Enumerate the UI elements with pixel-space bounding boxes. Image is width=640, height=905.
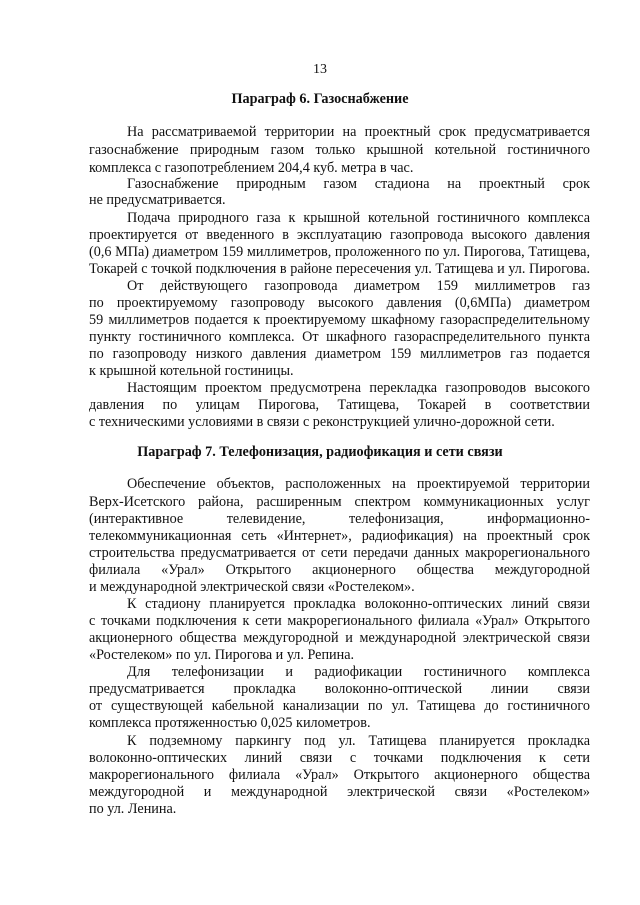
text-line: Обеспечение объектов, расположенных на проектируемой территории	[127, 476, 590, 492]
text-line: волоконно-оптических линий связи с точками подключения к сети	[89, 750, 590, 766]
text-line: (0,6 МПа) диаметром 159 миллиметров, проложенного по ул. Пирогова, Татищева,	[89, 244, 590, 260]
text-line: акционерного общества междугородной и международной электрической связи	[89, 630, 590, 646]
text-line: Токарей с точкой подключения в районе пересечения ул. Татищева и ул. Пирогова.	[89, 261, 590, 277]
text-line: 59 миллиметров подается к проектируемому шкафному газораспределительному	[89, 312, 590, 328]
text-line: по газопроводу низкого давления диаметром 159 миллиметров газ подается	[89, 346, 590, 362]
section-6-heading: Параграф 6. Газоснабжение	[231, 91, 409, 107]
section-7-heading: Параграф 7. Телефонизация, радиофикация и сети связи	[137, 444, 503, 460]
text-line: проектируется от введенного в эксплуатацию газопровода высокого давления	[89, 227, 590, 243]
text-line: давления по улицам Пирогова, Татищева, Токарей в соответствии	[89, 397, 590, 413]
text-line: не предусматривается.	[89, 192, 226, 208]
text-line: Подача природного газа к крышной котельной гостиничного комплекса	[127, 210, 590, 226]
text-line: к крышной котельной гостиницы.	[89, 363, 294, 379]
text-line: Для телефонизации и радиофикации гостиничного комплекса	[127, 664, 590, 680]
text-line: пункту гостиничного комплекса. От шкафного газораспределительного пункта	[89, 329, 590, 345]
text-line: газоснабжение природным газом только крышной котельной гостиничного	[89, 142, 590, 158]
text-line: (интерактивное телевидение, телефонизация, информационно-	[89, 511, 590, 527]
text-line: Настоящим проектом предусмотрена перекладка газопроводов высокого	[127, 380, 590, 396]
text-line: макрорегионального филиала «Урал» Открытого акционерного общества	[89, 767, 590, 783]
text-line: К стадиону планируется прокладка волоконно-оптических линий связи	[127, 596, 590, 612]
text-line: по ул. Ленина.	[89, 801, 177, 817]
text-line: Верх-Исетского района, расширенным спектром коммуникационных услуг	[89, 494, 590, 510]
text-line: от существующей кабельной канализации по ул. Татищева до гостиничного	[89, 698, 590, 714]
text-line: предусматривается прокладка волоконно-оптической линии связи	[89, 681, 590, 697]
text-line: филиала «Урал» Открытого акционерного общества междугородной	[89, 562, 590, 578]
text-line: комплекса с газопотреблением 204,4 куб. метра в час.	[89, 160, 414, 176]
page-number: 13	[313, 62, 327, 77]
text-line: От действующего газопровода диаметром 159 миллиметров газ	[127, 278, 590, 294]
text-line: «Ростелеком» по ул. Пирогова и ул. Репина.	[89, 647, 355, 663]
text-line: с техническими условиями в связи с реконструкцией улично-дорожной сети.	[89, 414, 555, 430]
text-line: с точками подключения к сети макрорегионального филиала «Урал» Открытого	[89, 613, 590, 629]
text-line: и международной электрической связи «Ростелеком».	[89, 579, 415, 595]
text-line: комплекса протяженностью 0,025 километров.	[89, 715, 371, 731]
text-line: К подземному паркингу под ул. Татищева планируется прокладка	[127, 733, 590, 749]
text-line: Газоснабжение природным газом стадиона на проектный срок	[127, 176, 590, 192]
text-line: строительства предусматривается от сети передачи данных макрорегионального	[89, 545, 590, 561]
text-line: междугородной и международной электрической связи «Ростелеком»	[89, 784, 590, 800]
text-line: телекоммуникационная сеть «Интернет», радиофикация) на проектный срок	[89, 528, 590, 544]
text-line: На рассматриваемой территории на проектный срок предусматривается	[127, 124, 590, 140]
text-line: по проектируемому газопроводу высокого давления (0,6МПа) диаметром	[89, 295, 590, 311]
